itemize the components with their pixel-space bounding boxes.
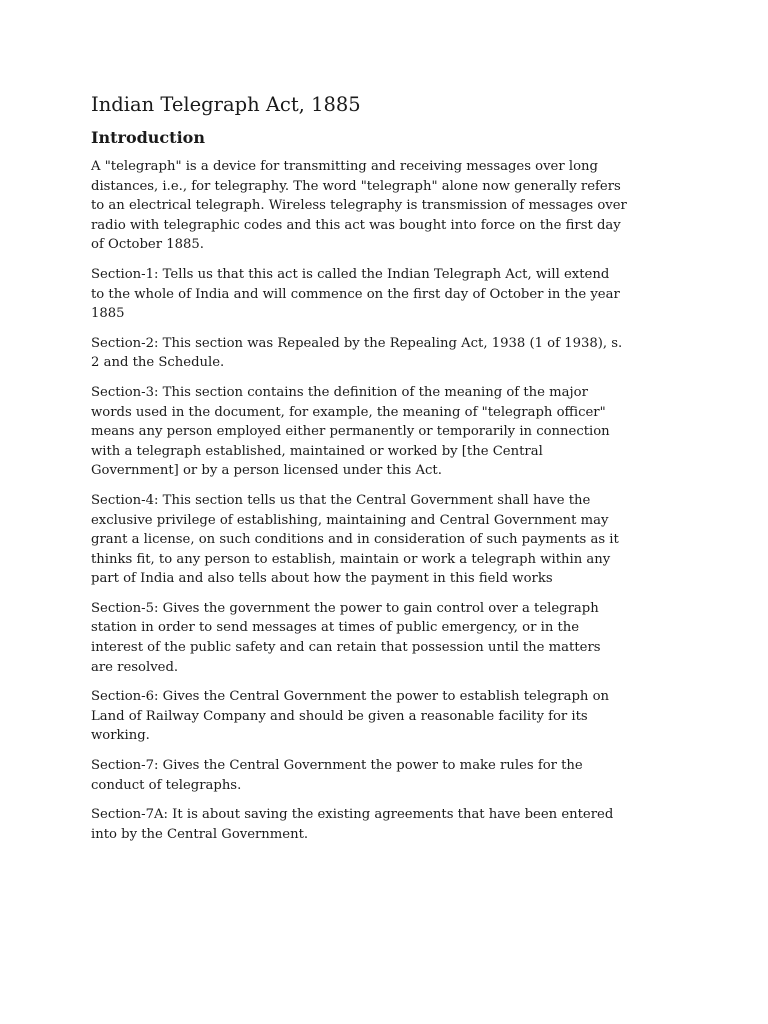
- section-2-paragraph: Section-2: This section was Repealed by the Repealing Act, 1938 (1 of 1938), s. 2 and the Schedule.: [91, 335, 623, 371]
- section-6-paragraph: Section-6: Gives the Central Government the power to establish telegraph on Land of Railway Company and should be given a reasonable facility for its working.: [91, 689, 610, 744]
- document-page: [91, 92, 691, 854]
- introduction-heading: Introduction: [91, 128, 205, 147]
- introduction-paragraph: A "telegraph" is a device for transmitting and receiving messages over long distances, i.e., for telegraphy. The word "telegraph" alone now generally refers to an electrical telegraph. Wireless telegraphy is transmission of messages over radio with telegraphic codes and this act was bought into force on the first day of October 1885.: [91, 159, 627, 253]
- section-3-paragraph: Section-3: This section contains the definition of the meaning of the major words used in the document, for example, the meaning of "telegraph officer" means any person employed either permanently or temporarily in connection with a telegraph established, maintained or worked by [the Central Government] or by a person licensed under this Act.: [91, 384, 610, 479]
- section-4-paragraph: Section-4: This section tells us that the Central Government shall have the exclusive privilege of establishing, maintaining and Central Government may grant a license, on such conditions and in consideration of such payments as it thinks fit, to any person to establish, maintain or work a telegraph within any part of India and also tells about how the payment in this field works: [91, 492, 619, 587]
- section-7a-paragraph: Section-7A: It is about saving the existing agreements that have been entered into by the Central Government.: [91, 807, 614, 842]
- section-5-paragraph: Section-5: Gives the government the power to gain control over a telegraph station in order to send messages at times of public emergency, or in the interest of the public safety and can retain that possession until the matters are resolved.: [91, 600, 601, 675]
- document-title: Indian Telegraph Act, 1885: [91, 93, 361, 116]
- section-1-paragraph: Section-1: Tells us that this act is called the Indian Telegraph Act, will extend to the whole of India and will commence on the first day of October in the year 1885: [91, 266, 620, 322]
- section-7-paragraph: Section-7: Gives the Central Government the power to make rules for the conduct of telegraphs.: [91, 758, 583, 793]
